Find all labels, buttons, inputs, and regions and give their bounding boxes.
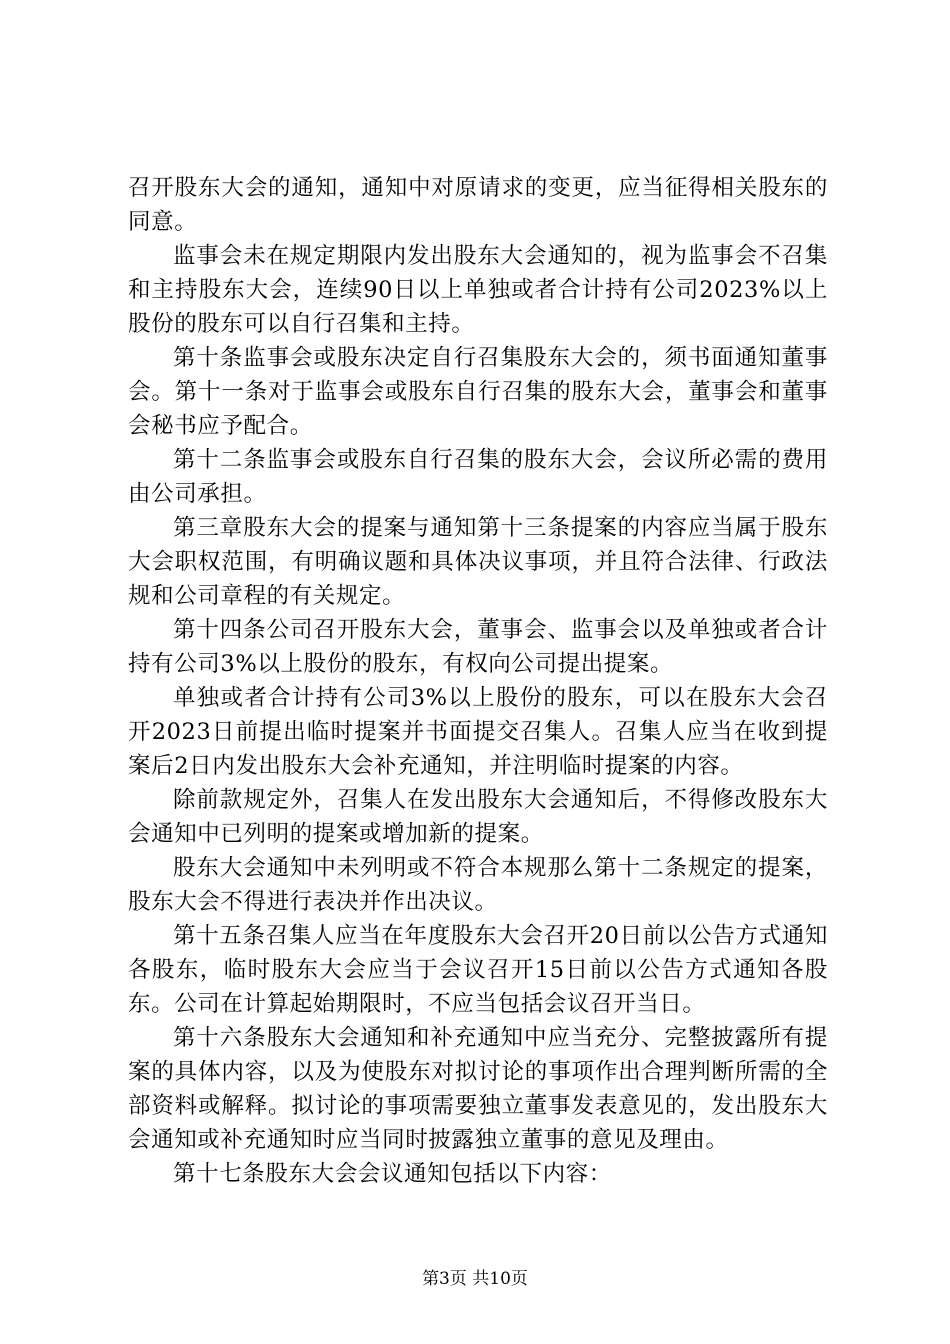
- paragraph-11: 第十六条股东大会通知和补充通知中应当充分、完整披露所有提案的具体内容，以及为使股东对拟讨论的事项作出合理判断所需的全部资料或解释。拟讨论的事项需要独立董事发表意见的，发出股东大会通知或补充通知时应当同时披露独立董事的意见及理由。: [128, 1025, 828, 1153]
- page-footer: 第3页 共10页: [422, 1269, 528, 1289]
- paragraph-10: 第十五条召集人应当在年度股东大会召开20日前以公告方式通知各股东，临时股东大会应当于会议召开15日前以公告方式通知各股东。公司在计算起始期限时，不应当包括会议召开当日。: [128, 923, 828, 1017]
- paragraph-6: 第十四条公司召开股东大会，董事会、监事会以及单独或者合计持有公司3%以上股份的股东，有权向公司提出提案。: [128, 617, 828, 677]
- paragraph-7: 单独或者合计持有公司3%以上股份的股东，可以在股东大会召开2023日前提出临时提案并书面提交召集人。召集人应当在收到提案后2日内发出股东大会补充通知，并注明临时提案的内容。: [128, 685, 828, 779]
- paragraph-5: 第三章股东大会的提案与通知第十三条提案的内容应当属于股东大会职权范围，有明确议题和具体决议事项，并且符合法律、行政法规和公司章程的有关规定。: [128, 515, 828, 609]
- document-body: [128, 171, 828, 1191]
- paragraph-12: 第十七条股东大会会议通知包括以下内容：: [173, 1161, 612, 1187]
- paragraph-3: 第十条监事会或股东决定自行召集股东大会的，须书面通知董事会。第十一条对于监事会或股东自行召集的股东大会，董事会和董事会秘书应予配合。: [128, 345, 828, 439]
- paragraph-1: 召开股东大会的通知，通知中对原请求的变更，应当征得相关股东的同意。: [128, 175, 828, 235]
- paragraph-4: 第十二条监事会或股东自行召集的股东大会，会议所必需的费用由公司承担。: [128, 447, 828, 507]
- paragraph-8: 除前款规定外，召集人在发出股东大会通知后，不得修改股东大会通知中已列明的提案或增加新的提案。: [128, 787, 828, 847]
- paragraph-9: 股东大会通知中未列明或不符合本规那么第十二条规定的提案，股东大会不得进行表决并作出决议。: [128, 855, 828, 915]
- paragraph-2: 监事会未在规定期限内发出股东大会通知的，视为监事会不召集和主持股东大会，连续90日以上单独或者合计持有公司2023%以上股份的股东可以自行召集和主持。: [128, 243, 828, 337]
